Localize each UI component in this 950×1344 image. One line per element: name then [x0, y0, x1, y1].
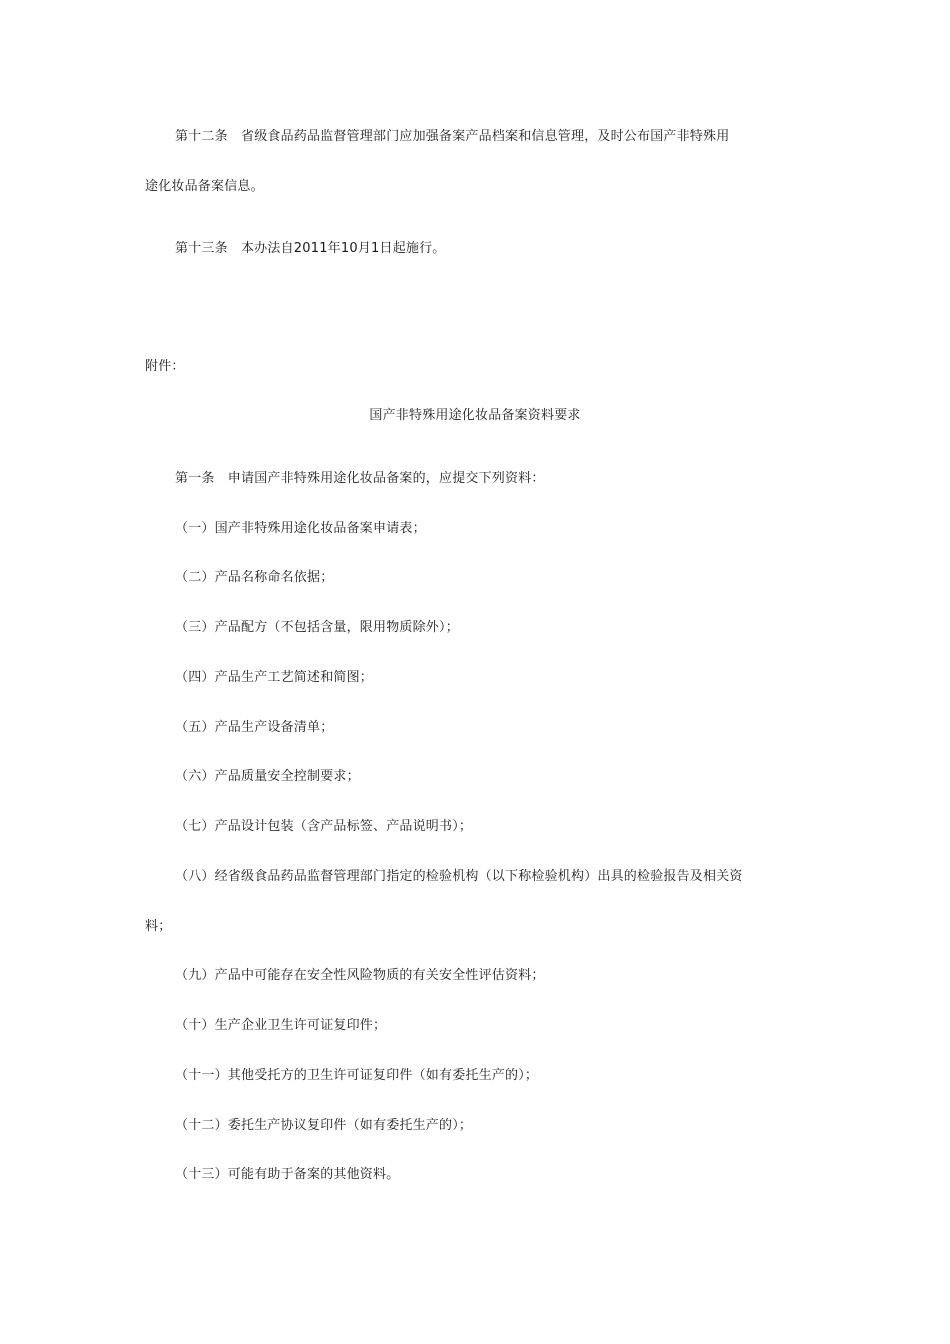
list-item: （十一）其他受托方的卫生许可证复印件（如有委托生产的）； [175, 1068, 539, 1083]
list-item: （五）产品生产设备清单； [175, 720, 334, 735]
list-item: （四）产品生产工艺简述和简图； [175, 670, 374, 685]
list-item: （十二）委托生产协议复印件（如有委托生产的）； [175, 1118, 473, 1133]
attachment-label: 附件： [145, 359, 185, 374]
article-13: 第十三条 本办法自2011年10月1日起施行。 [175, 241, 446, 256]
article-12-line-2: 途化妆品备案信息。 [145, 179, 264, 194]
article-1: 第一条 申请国产非特殊用途化妆品备案的，应提交下列资料： [175, 471, 545, 486]
list-item: （九）产品中可能存在安全性风险物质的有关安全性评估资料； [175, 968, 545, 983]
article-12-line-1: 第十二条 省级食品药品监督管理部门应加强备案产品档案和信息管理，及时公布国产非特殊用 [175, 129, 730, 144]
list-item: （六）产品质量安全控制要求； [175, 769, 360, 784]
list-item: （十三）可能有助于备案的其他资料。 [175, 1167, 400, 1182]
attachment-title: 国产非特殊用途化妆品备案资料要求 [369, 408, 581, 423]
list-item: （二）产品名称命名依据； [175, 570, 334, 585]
list-item: （七）产品设计包装（含产品标签、产品说明书）； [175, 819, 473, 834]
item-8-line-1: （八）经省级食品药品监督管理部门指定的检验机构（以下称检验机构）出具的检验报告及相关资 [175, 869, 743, 884]
list-item: （三）产品配方（不包括含量，限用物质除外）； [175, 620, 459, 635]
list-item: （一）国产非特殊用途化妆品备案申请表； [175, 521, 426, 536]
list-item: （十）生产企业卫生许可证复印件； [175, 1018, 387, 1033]
item-8-line-2: 料； [145, 919, 172, 934]
